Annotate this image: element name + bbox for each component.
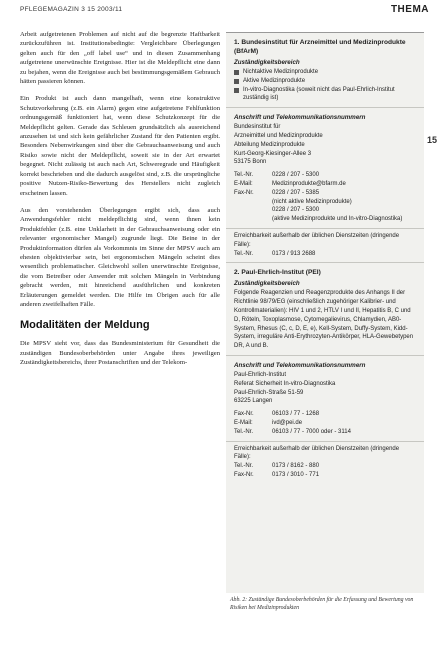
contact-row: E-Mail: Medizinprodukte@bfarm.de [234, 180, 346, 187]
pei-contact-section [226, 356, 424, 442]
paragraph-4: Die MPSV sieht vor, dass das Bundesministerium für Gesundheit die zuständigen Bundesoberbehörden unter Angabe ihres jeweiligen Zuständigkeitsbereichs, ihrer Postanschriften und der Telekom- [20, 340, 220, 367]
bfarm-emergency-section [226, 229, 424, 263]
address-line: Paul-Ehrlich-Institut [234, 371, 287, 378]
list-item: Nichtaktive Medizinprodukte [234, 68, 416, 77]
contact-row: Tel.-Nr. 0173 / 8162 - 880 [234, 463, 320, 470]
emergency-note: Erreichbarkeit außerhalb der üblichen Dienstzeiten (dringende Fälle): [234, 445, 400, 461]
contact-row: Fax-Nr. 0228 / 207 - 5385 [234, 189, 320, 196]
contact-row: (nicht aktive Medizinprodukte) [272, 198, 352, 205]
pei-section [226, 263, 424, 356]
figure-caption: Abb. 2: Zuständige Bundesoberbehörden für die Erfassung und Bewertung von Risiken bei Medizinprodukten [230, 597, 414, 611]
address-line: Abteilung Medizinprodukte [234, 141, 305, 148]
page-number: 15 [426, 135, 437, 145]
address-line: Kurt-Georg-Kiesinger-Allee 3 [234, 150, 312, 157]
contact-row: Tel.-Nr. 0173 / 913 2688 [234, 250, 316, 257]
list-item: In-vitro-Diagnostika (soweit nicht das Paul-Ehrlich-Institut zuständig ist) [234, 86, 416, 104]
contact-row: (aktive Medizinprodukte und In-vitro-Diagnostika) [272, 216, 403, 223]
main-text-column [20, 30, 220, 376]
square-bullet-icon [234, 79, 239, 84]
square-bullet-icon [234, 88, 239, 93]
paragraph-1: Arbeit aufgetretenen Problemen auf nicht auf die begrenzte Haftbarkeit zurückzuführen ist. Institutionsbedingte: Vergleichbare Überlegungen gelten auch für den „off label use“ und in diesen Zusammenhang aufgetretene unerwünschte Ereignisse. Hier ist die Meldepflicht eine dann zu bejahen, wenn die Ereignisse auch bei bestimmungsgemäßem Gebrauch hätten passieren können. [20, 31, 220, 86]
journal-header: PFLEGEMAGAZIN 3 15 2003/11 [20, 6, 123, 13]
bfarm-section [226, 33, 424, 108]
contact-row: E-Mail: ivd@pei.de [234, 419, 303, 426]
pei-scope-text: Folgende Reagenzien und Reagenzprodukte des Anhangs II der Richtlinie 98/79/EG (einschließlich zugehöriger Kalibrier- und Kontrollmaterialien): HIV 1 und 2, HTLV I und II, Hepatitis B, C und D, Röteln, Toxoplasmose, Cytomegalievirus, Chlamydien, AB0-System, Rhesus (C, c, D, E, e), Kell-System, Duffy-System, Kidd-System, irreguläre Anti-Erythrozyten-Antikörper, HLA-Gewebetypen DR, A und B. [234, 290, 414, 350]
contact-row: Fax-Nr. 0173 / 3010 - 771 [234, 471, 320, 478]
address-line: 53175 Bonn [234, 159, 267, 166]
contact-row: 0228 / 207 - 5300 [272, 207, 320, 214]
pei-emergency-section [226, 442, 424, 484]
contact-row: Fax-Nr. 06103 / 77 - 1268 [234, 411, 320, 418]
authorities-box [226, 32, 424, 593]
address-line: Arzneimittel und Medizinprodukte [234, 132, 323, 139]
square-bullet-icon [234, 70, 239, 75]
section-heading: Modalitäten der Meldung [20, 319, 150, 332]
bfarm-scope-heading: Zuständigkeitsbereich [234, 59, 300, 66]
pei-title: 2. Paul-Ehrlich-Institut (PEI) [234, 269, 321, 277]
pei-scope-heading: Zuständigkeitsbereich [234, 280, 300, 288]
address-line: Referat Sicherheit In-vitro-Diagnostika [234, 380, 336, 387]
section-brand: THEMA [390, 4, 429, 15]
address-line: Bundesinstitut für [234, 124, 281, 131]
paragraph-3: Aus den vorstehenden Überlegungen ergibt sich, dass auch Anwendungsfehler nicht meldepflichtig sind, wenn ihnen kein Produktfehler (z.B. eine Unklarheit in der Gebrauchsanweisung oder ein relevanter ergonomischer Mangel) zugrunde liegt. Die Beine in der Produktinformation dürfen als Vorkommnis im Sinne der MPSV auch am ehesten objektivierbar sein, bei ergonomischen Mängeln scheint dies wesentlich problematischer. Gleichwohl sollen unerwünschte Ereignisse, die vom Betreiber oder Anwender mit solchen Mängeln in Verbindung gebracht werden, mit hinreichend ausführlichen und konkreten Erläuterungen gemeldet werden. Die Hilfe im Übrigen auch für alle anderen zweifelhaften Fälle. [20, 206, 220, 308]
emergency-note: Erreichbarkeit außerhalb der üblichen Dienstzeiten (dringende Fälle): [234, 232, 400, 248]
list-item: Aktive Medizinprodukte [234, 77, 416, 86]
contact-row: Tel.-Nr. 06103 / 77 - 7000 oder - 3114 [234, 428, 351, 435]
pei-contact-heading: Anschrift und Telekommunikationsnummern [234, 361, 366, 369]
paragraph-2: Ein Produkt ist auch dann mangelhaft, wenn eine konstruktive Schutzvorkehrung (z.B. ein Alarm) gegen eine aufgetretene Fehlfunktion ordnungsgemäß funktioniert hat, wenn diese Schutzkonzept für die Meldepflicht gelten. Gerade das Schleuen grundsätzlich als ausreichend anzusehen ist und sich kein gefährlicher Zustand für den Patienten ergibt. Besonders Nebenwirkungen sind über die Gebrauchsanweisung und auch Risiko sowie nicht der Meldepflicht, soweit sie in der Art erwartet begegnet. Nicht zulässig ist auch nach Art, Schweregrade und Häufigkeit korrekt beschrieben und die dadurch ausgelöst sind, z.B. die ursprüngliche positive Nutzen-Risiko-Bewertung des Herstellers nicht zugleich erscheinen lassen. [20, 95, 220, 197]
bfarm-contact-section [226, 108, 424, 229]
bfarm-contact-heading: Anschrift und Telekommunikationsnummern [234, 114, 366, 122]
contact-row: Tel.-Nr. 0228 / 207 - 5300 [234, 172, 320, 179]
bfarm-title: 1. Bundesinstitut für Arzneimittel und Medizinprodukte (BfArM) [234, 39, 406, 55]
address-line: 63225 Langen [234, 398, 273, 405]
address-line: Paul-Ehrlich-Straße 51-59 [234, 389, 304, 396]
